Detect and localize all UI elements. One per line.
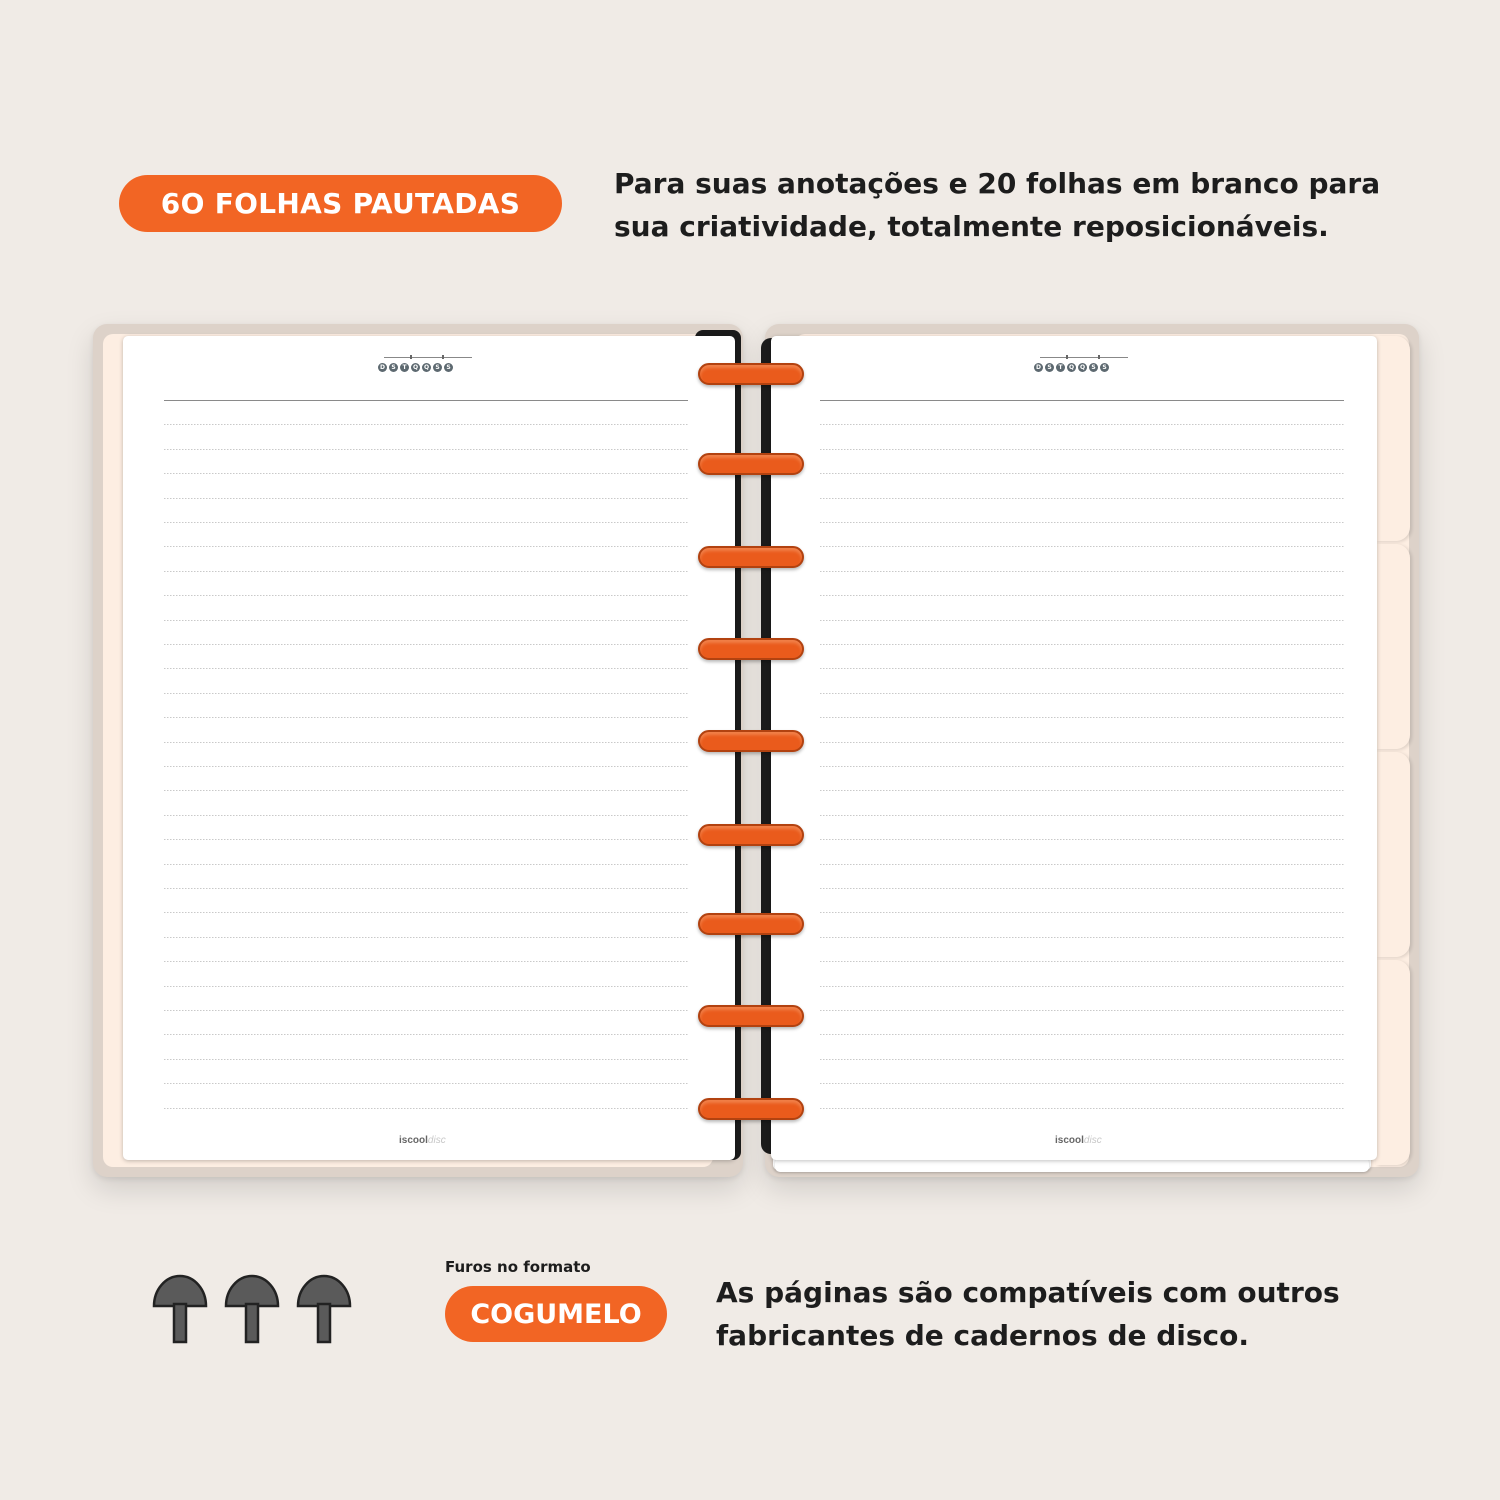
left-ruled-page[interactable]	[123, 336, 735, 1160]
disc-ring	[698, 730, 804, 752]
sheets-description: Para suas anotações e 20 folhas em branco para sua criatividade, totalmente reposicionáveis.	[614, 167, 1381, 243]
weekday-dot[interactable]: S	[433, 363, 442, 372]
hole-format-badge: COGUMELO	[445, 1286, 667, 1342]
weekday-dot[interactable]: S	[1089, 363, 1098, 372]
ruled-lines	[820, 400, 1344, 1132]
divider-tab[interactable]	[1376, 336, 1410, 541]
weekday-dot[interactable]: D	[378, 363, 387, 372]
weekday-dot[interactable]: S	[1045, 363, 1054, 372]
disc-ring	[698, 1005, 804, 1027]
divider-tab[interactable]	[1376, 960, 1410, 1165]
divider-tab[interactable]	[1376, 544, 1410, 749]
weekday-dot[interactable]: T	[400, 363, 409, 372]
disc-ring	[698, 1098, 804, 1120]
mushroom-hole-icon	[296, 1272, 352, 1344]
weekday-dot[interactable]: Q	[423, 364, 430, 371]
disc-ring	[698, 363, 804, 385]
brand-logo: iscooldisc	[1055, 1135, 1102, 1146]
page-stack	[775, 1158, 1369, 1172]
weekday-dot[interactable]: D	[1034, 363, 1043, 372]
disc-ring	[698, 546, 804, 568]
weekday-selector	[378, 354, 478, 376]
weekday-dot[interactable]: T	[1056, 363, 1065, 372]
weekday-selector	[1034, 354, 1134, 376]
disc-ring	[698, 638, 804, 660]
disc-ring	[698, 824, 804, 846]
weekday-dot[interactable]: Q	[1079, 364, 1086, 371]
disc-ring	[698, 913, 804, 935]
compatibility-description: As páginas são compatíveis com outros fabricantes de cadernos de disco.	[716, 1276, 1340, 1352]
mushroom-hole-icon	[224, 1272, 280, 1344]
ruled-lines	[164, 400, 688, 1132]
holes-caption: Furos no formato	[445, 1258, 591, 1276]
right-ruled-page[interactable]	[771, 336, 1377, 1160]
weekday-dot[interactable]: Q	[412, 364, 419, 371]
disc-ring	[698, 453, 804, 475]
divider-tab[interactable]	[1376, 752, 1410, 957]
weekday-dot[interactable]: S	[1100, 363, 1109, 372]
weekday-dot[interactable]: Q	[1068, 364, 1075, 371]
mushroom-hole-icon	[152, 1272, 208, 1344]
weekday-dot[interactable]: S	[444, 363, 453, 372]
weekday-dot[interactable]: S	[389, 363, 398, 372]
sheet-count-badge: 6O FOLHAS PAUTADAS	[119, 175, 562, 232]
brand-logo: iscooldisc	[399, 1135, 446, 1146]
